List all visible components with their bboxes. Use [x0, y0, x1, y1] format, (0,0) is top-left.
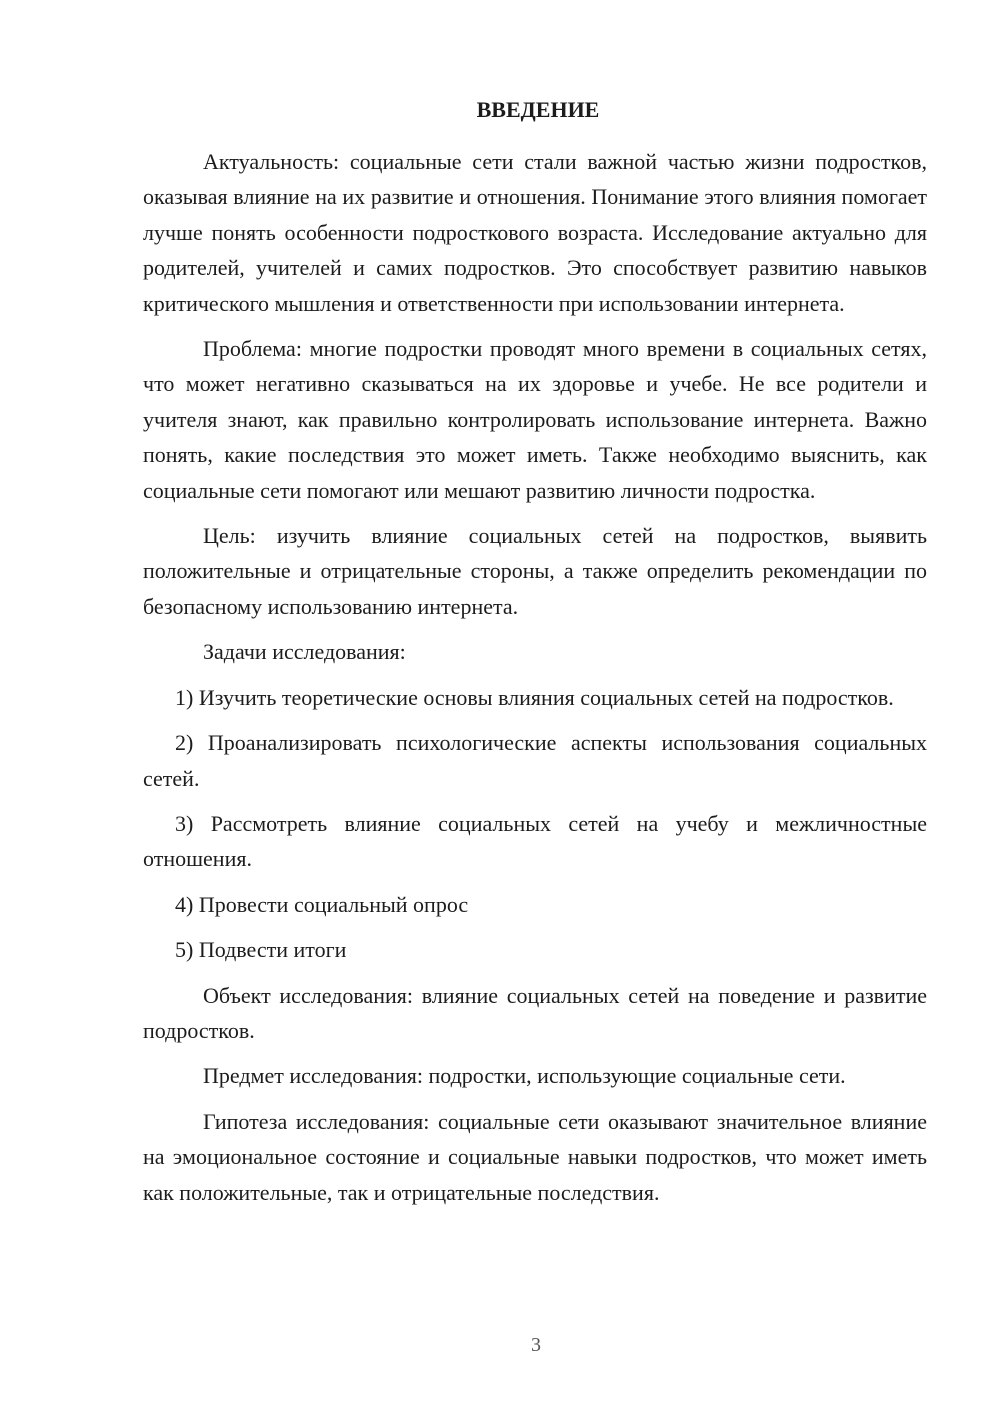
task-item-3: 3) Рассмотреть влияние социальных сетей на учебу и межличностные отношения. — [143, 810, 927, 872]
paragraph-object: Объект исследования: влияние социальных сетей на поведение и развитие подростков. — [143, 982, 927, 1043]
task-item-4: 4) Провести социальный опрос — [175, 891, 469, 917]
task-item-1: 1) Изучить теоретические основы влияния социальных сетей на подростков. — [175, 684, 894, 710]
task-item-5: 5) Подвести итоги — [175, 937, 347, 963]
tasks-heading: Задачи исследования: — [203, 639, 406, 665]
page-number: 3 — [531, 1334, 541, 1356]
paragraph-subject: Предмет исследования: подростки, использующие социальные сети. — [203, 1063, 846, 1089]
paragraph-relevance: Актуальность: социальные сети стали важной частью жизни подростков, оказывая влияние на их развитие и отношения. Понимание этого влияния помогает лучше понять особенности подросткового возраста. Исследование актуально для родителей, учителей и самих подростков. Это способствует развитию навыков критического мышления и ответственности при использовании интернета. — [143, 149, 927, 316]
paragraph-goal: Цель: изучить влияние социальных сетей на подростков, выявить положительные и отрицательные стороны, а также определить рекомендации по безопасному использованию интернета. — [143, 523, 927, 619]
document-page — [143, 94, 927, 1210]
task-item-2: 2) Проанализировать психологические аспекты использования социальных сетей. — [143, 730, 927, 791]
section-title: ВВЕДЕНИЕ — [476, 97, 600, 122]
paragraph-hypothesis: Гипотеза исследования: социальные сети оказывают значительное влияние на эмоциональное состояние и социальные навыки подростков, что может иметь как положительные, так и отрицательные последствия. — [143, 1108, 927, 1205]
paragraph-problem: Проблема: многие подростки проводят много времени в социальных сетях, что может негативно сказываться на их здоровье и учебе. Не все родители и учителя знают, как правильно контролировать использование интернета. Важно понять, какие последствия это может иметь. Также необходимо выяснить, как социальные сети помогают или мешают развитию личности подростка. — [143, 336, 927, 503]
